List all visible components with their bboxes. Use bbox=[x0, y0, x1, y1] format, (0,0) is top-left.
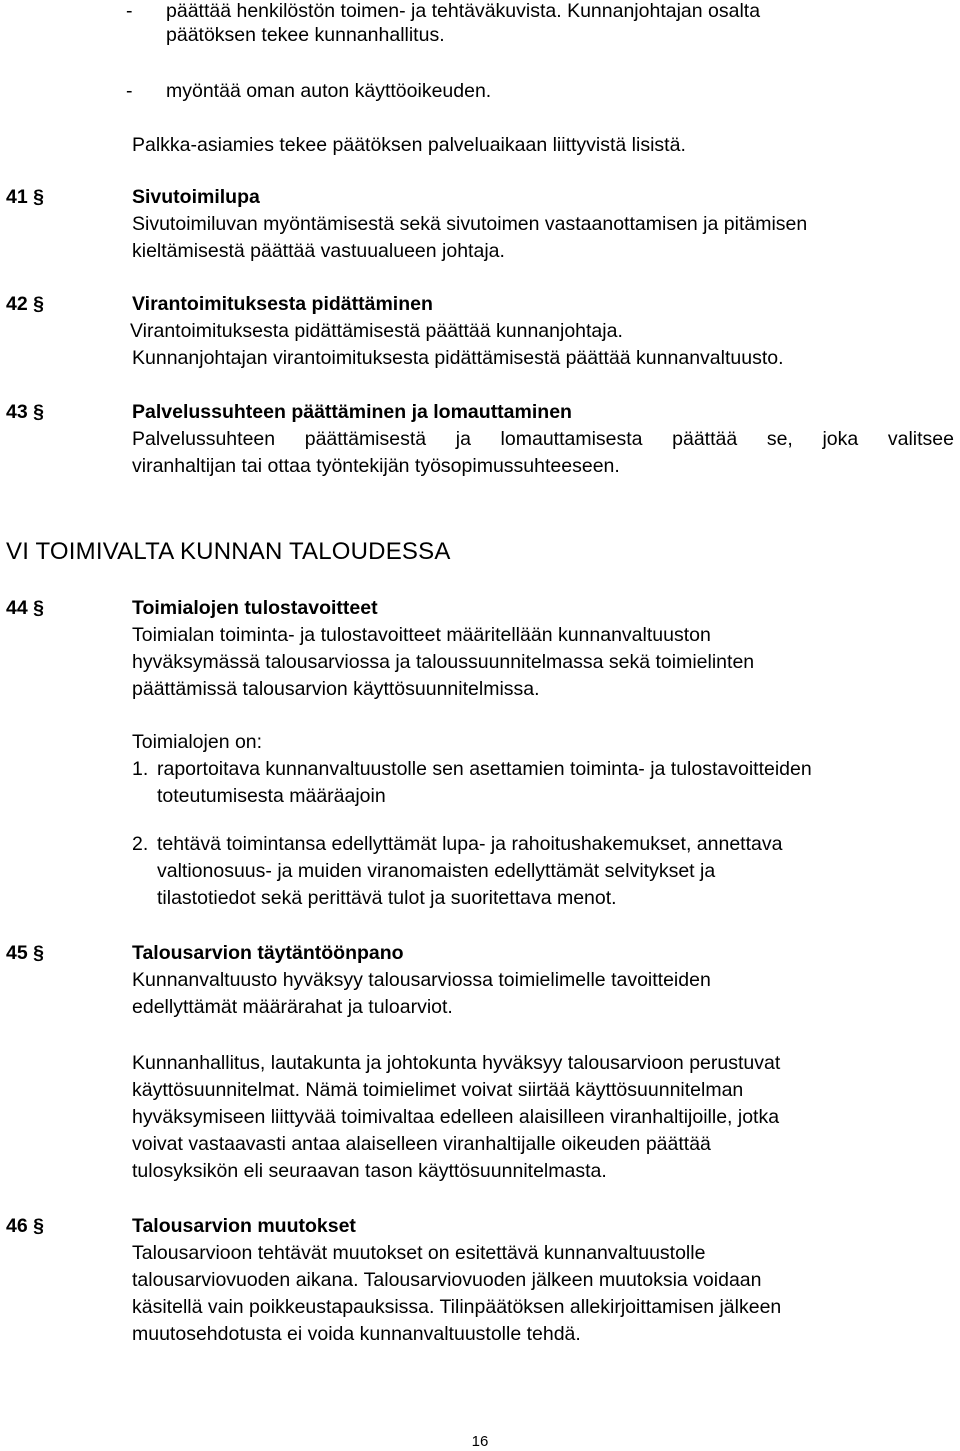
list-item-line: toteutumisesta määräajoin bbox=[157, 785, 386, 807]
section-text-line: Palvelussuhteen päättämisestä ja lomauttamisesta päättää se, joka valitsee bbox=[132, 428, 954, 450]
section-text-line: Sivutoimiluvan myöntämisestä sekä sivutoimen vastaanottamisen ja pitämisen bbox=[132, 213, 808, 235]
list-item-line: valtionosuus- ja muiden viranomaisten edellyttämät selvitykset ja bbox=[157, 860, 716, 882]
section-text-line: käsitellä vain poikkeustapauksissa. Tilinpäätöksen allekirjoittamisen jälkeen bbox=[132, 1296, 782, 1318]
page-number: 16 bbox=[471, 1433, 489, 1450]
section-text-line: hyväksymässä talousarviossa ja taloussuunnitelmassa sekä toimielinten bbox=[132, 651, 755, 673]
bullet-dash: - bbox=[126, 80, 133, 102]
section-text-line: Kunnanjohtajan virantoimituksesta pidättämisestä päättää kunnanvaltuusto. bbox=[132, 347, 784, 369]
section-text-line: voivat vastaavasti antaa alaiselleen viranhaltijalle oikeuden päättää bbox=[132, 1133, 711, 1155]
section-number: 42 § bbox=[6, 293, 44, 315]
section-text-line: Virantoimituksesta pidättämisestä päättää kunnanjohtaja. bbox=[130, 320, 623, 342]
section-title: Talousarvion muutokset bbox=[132, 1215, 356, 1237]
section-number: 41 § bbox=[6, 186, 44, 208]
section-title: Sivutoimilupa bbox=[132, 186, 260, 208]
section-number: 46 § bbox=[6, 1215, 44, 1237]
section-text-line: hyväksymiseen liittyvää toimivaltaa edelleen alaisilleen viranhaltijoille, jotka bbox=[132, 1106, 780, 1128]
bullet-text-line: myöntää oman auton käyttöoikeuden. bbox=[166, 80, 492, 102]
bullet-text-line: päätöksen tekee kunnanhallitus. bbox=[166, 24, 445, 46]
section-paragraph bbox=[132, 426, 954, 480]
section-title: Virantoimituksesta pidättäminen bbox=[132, 293, 433, 315]
bullet-dash: - bbox=[126, 0, 133, 22]
section-number: 43 § bbox=[6, 401, 44, 423]
section-text-line: päättämissä talousarvion käyttösuunnitelmissa. bbox=[132, 678, 540, 700]
section-text-line: Kunnanhallitus, lautakunta ja johtokunta hyväksyy talousarvioon perustuvat bbox=[132, 1052, 781, 1074]
list-marker: 2. bbox=[132, 833, 149, 855]
section-number: 44 § bbox=[6, 597, 44, 619]
section-text-line: viranhaltijan tai ottaa työntekijän työsopimussuhteeseen. bbox=[132, 455, 620, 477]
list-intro: Toimialojen on: bbox=[132, 731, 263, 753]
chapter-title: VI TOIMIVALTA KUNNAN TALOUDESSA bbox=[6, 538, 451, 565]
section-text-line: Toimialan toiminta- ja tulostavoitteet määritellään kunnanvaltuuston bbox=[132, 624, 711, 646]
section-text-line: Kunnanvaltuusto hyväksyy talousarviossa toimielimelle tavoitteiden bbox=[132, 969, 711, 991]
section-text-line: tulosyksikön eli seuraavan tason käyttösuunnitelmasta. bbox=[132, 1160, 607, 1182]
list-item-line: tilastotiedot sekä perittävä tulot ja suoritettava menot. bbox=[157, 887, 617, 909]
list-item-line: tehtävä toimintansa edellyttämät lupa- ja rahoitushakemukset, annettava bbox=[157, 833, 783, 855]
note-paragraph: Palkka-asiamies tekee päätöksen palveluaikaan liittyvistä lisistä. bbox=[132, 134, 686, 156]
section-text-line: talousarviovuoden aikana. Talousarviovuoden jälkeen muutoksia voidaan bbox=[132, 1269, 762, 1291]
section-title: Talousarvion täytäntöönpano bbox=[132, 942, 404, 964]
section-text-line: käyttösuunnitelmat. Nämä toimielimet voivat siirtää käyttösuunnitelman bbox=[132, 1079, 744, 1101]
section-text-line: kieltämisestä päättää vastuualueen johtaja. bbox=[132, 240, 505, 262]
bullet-text-line: päättää henkilöstön toimen- ja tehtäväkuvista. Kunnanjohtajan osalta bbox=[166, 0, 761, 22]
section-text-line: edellyttämät määrärahat ja tuloarviot. bbox=[132, 996, 453, 1018]
section-text-line: muutosehdotusta ei voida kunnanvaltuustolle tehdä. bbox=[132, 1323, 581, 1345]
section-number: 45 § bbox=[6, 942, 44, 964]
section-text-line: Talousarvioon tehtävät muutokset on esitettävä kunnanvaltuustolle bbox=[132, 1242, 706, 1264]
list-marker: 1. bbox=[132, 758, 149, 780]
list-item-line: raportoitava kunnanvaltuustolle sen asettamien toiminta- ja tulostavoitteiden bbox=[157, 758, 812, 780]
section-title: Palvelussuhteen päättäminen ja lomauttaminen bbox=[132, 401, 572, 423]
section-title: Toimialojen tulostavoitteet bbox=[132, 597, 378, 619]
